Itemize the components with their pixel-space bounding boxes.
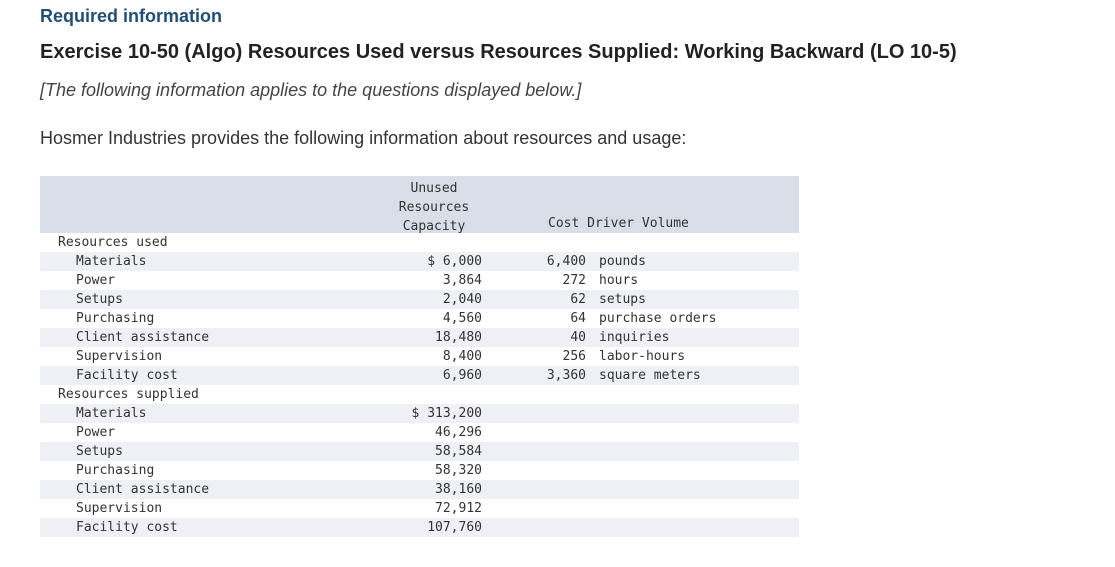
row-label: Purchasing bbox=[76, 311, 155, 326]
supplied-value: 107,760 bbox=[427, 520, 482, 535]
driver-quantity: 3,360 bbox=[546, 368, 586, 383]
table-row bbox=[40, 290, 799, 309]
table-row bbox=[40, 366, 799, 385]
row-label: Setups bbox=[76, 292, 123, 307]
resources-table bbox=[40, 176, 799, 537]
row-label: Client assistance bbox=[76, 482, 210, 497]
table-row bbox=[40, 347, 799, 366]
table-row bbox=[40, 252, 799, 271]
table-row bbox=[40, 309, 799, 328]
supplied-value: $ 313,200 bbox=[411, 406, 482, 421]
col-header-cost-driver-volume: Cost Driver Volume bbox=[548, 216, 689, 231]
required-information-heading: Required information bbox=[40, 6, 223, 26]
section-row-resources-supplied bbox=[40, 385, 799, 404]
table-row bbox=[40, 423, 799, 442]
col-header-unused-line-3: Capacity bbox=[402, 219, 466, 234]
unused-capacity-value: 4,560 bbox=[442, 311, 482, 326]
row-label: Power bbox=[76, 425, 116, 440]
driver-unit: setups bbox=[599, 292, 646, 307]
table-row bbox=[40, 480, 799, 499]
table-row bbox=[40, 461, 799, 480]
driver-quantity: 272 bbox=[562, 273, 586, 288]
supplied-value: 58,584 bbox=[435, 444, 482, 459]
row-label: Power bbox=[76, 273, 116, 288]
driver-quantity: 62 bbox=[570, 292, 586, 307]
row-label: Supervision bbox=[76, 501, 163, 516]
row-label: Facility cost bbox=[76, 520, 178, 535]
table-row bbox=[40, 442, 799, 461]
row-label: Facility cost bbox=[76, 368, 178, 383]
row-label: Setups bbox=[76, 444, 123, 459]
driver-unit: inquiries bbox=[599, 330, 670, 345]
exercise-title: Exercise 10-50 (Algo) Resources Used versus Resources Supplied: Working Backward (LO 10-5) bbox=[40, 41, 957, 63]
row-label: Materials bbox=[76, 406, 147, 421]
col-header-unused-line-1: Unused bbox=[410, 181, 458, 196]
table-row bbox=[40, 271, 799, 290]
table-row bbox=[40, 518, 799, 537]
section-label: Resources used bbox=[58, 235, 168, 250]
row-label: Supervision bbox=[76, 349, 163, 364]
section-row-resources-used bbox=[40, 233, 799, 252]
table-header bbox=[40, 176, 799, 233]
driver-quantity: 40 bbox=[570, 330, 586, 345]
table-row bbox=[40, 499, 799, 518]
driver-unit: hours bbox=[599, 273, 639, 288]
table-row bbox=[40, 328, 799, 347]
driver-quantity: 6,400 bbox=[546, 254, 586, 269]
intro-text: Hosmer Industries provides the following information about resources and usage: bbox=[40, 128, 687, 148]
unused-capacity-value: 8,400 bbox=[442, 349, 482, 364]
driver-unit: purchase orders bbox=[599, 311, 717, 326]
driver-quantity: 256 bbox=[562, 349, 586, 364]
table-row bbox=[40, 404, 799, 423]
supplied-value: 38,160 bbox=[435, 482, 482, 497]
supplied-value: 72,912 bbox=[435, 501, 482, 516]
driver-quantity: 64 bbox=[570, 311, 586, 326]
section-label: Resources supplied bbox=[58, 387, 199, 402]
col-header-unused-capacity bbox=[390, 179, 478, 236]
supplied-value: 58,320 bbox=[435, 463, 482, 478]
driver-unit: labor-hours bbox=[599, 349, 686, 364]
unused-capacity-value: 3,864 bbox=[442, 273, 482, 288]
row-label: Materials bbox=[76, 254, 147, 269]
col-header-unused-line-2: Resources bbox=[398, 200, 470, 215]
unused-capacity-value: $ 6,000 bbox=[427, 254, 482, 269]
unused-capacity-value: 18,480 bbox=[435, 330, 482, 345]
applies-note: [The following information applies to the questions displayed below.] bbox=[40, 80, 582, 100]
unused-capacity-value: 2,040 bbox=[442, 292, 482, 307]
supplied-value: 46,296 bbox=[435, 425, 482, 440]
driver-unit: square meters bbox=[599, 368, 701, 383]
row-label: Purchasing bbox=[76, 463, 155, 478]
unused-capacity-value: 6,960 bbox=[442, 368, 482, 383]
driver-unit: pounds bbox=[599, 254, 646, 269]
row-label: Client assistance bbox=[76, 330, 210, 345]
